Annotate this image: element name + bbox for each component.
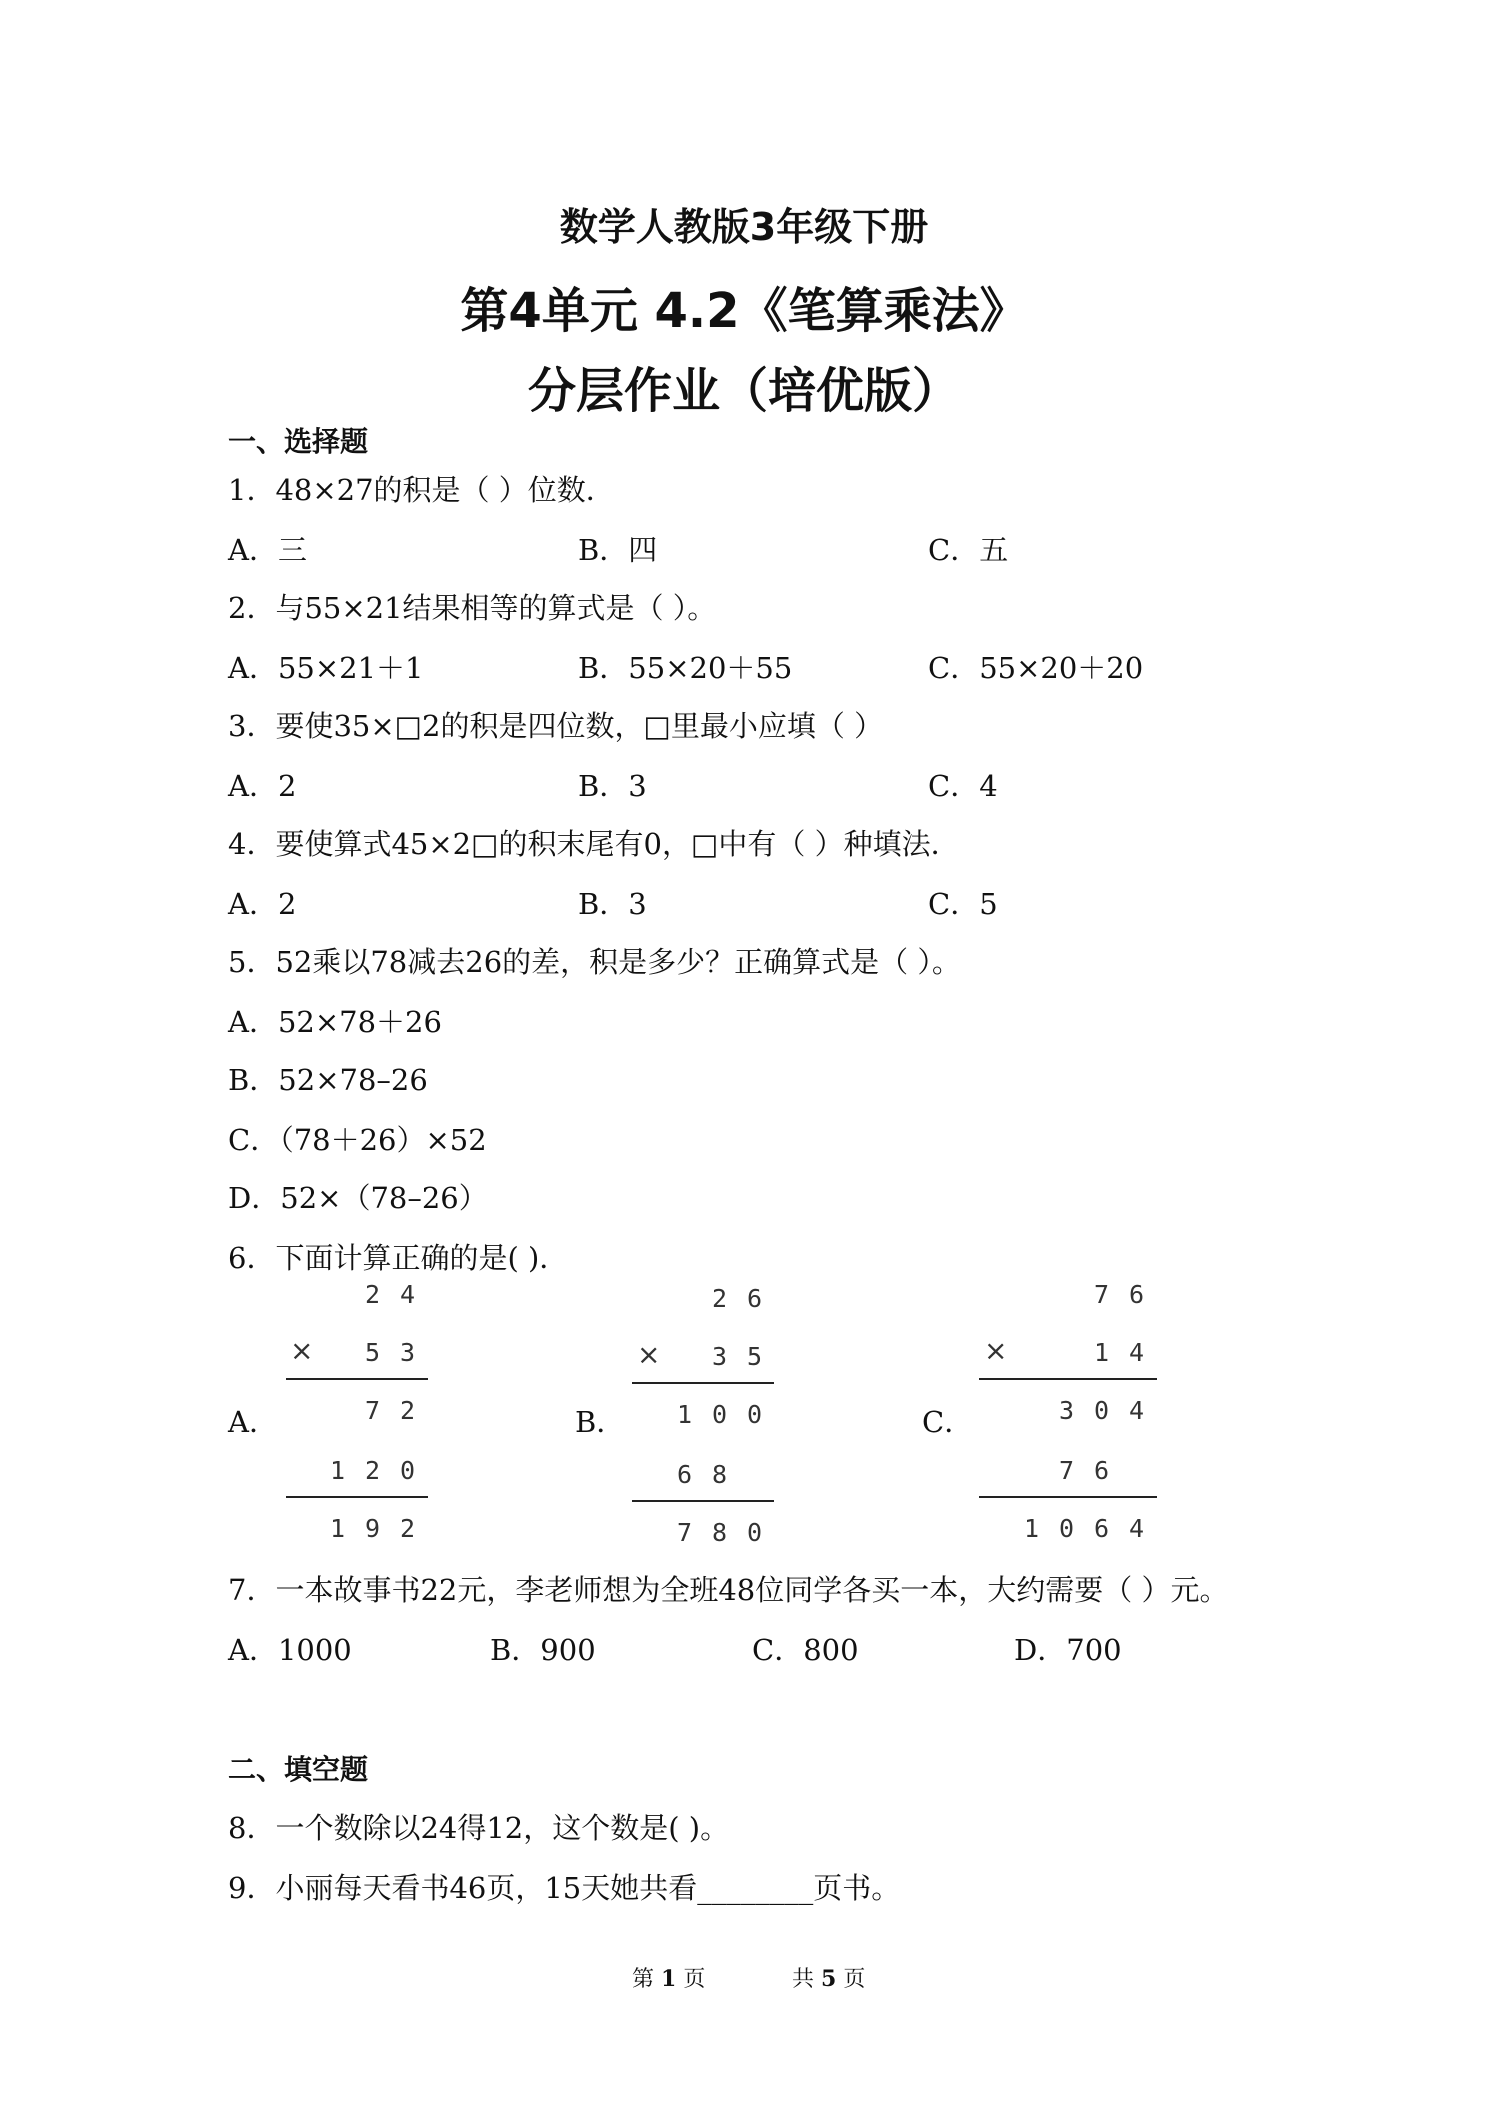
footer-page-num: 1 (661, 1966, 677, 1992)
calc-a-mult-digit: 3 (400, 1338, 416, 1367)
calc-b-times-sign: × (637, 1338, 661, 1371)
q1-option-b[interactable]: B．四 (578, 533, 658, 567)
q5-option-d[interactable]: D．52×（78–26） (228, 1181, 488, 1215)
question-1: 1．48×27的积是（ ）位数． (228, 473, 615, 507)
calc-c-result-digit: 0 (1059, 1514, 1075, 1543)
q2-option-a[interactable]: A．55×21＋1 (228, 651, 424, 685)
calc-c-partial1-digit: 3 (1059, 1396, 1075, 1425)
calc-b-top-digit: 6 (747, 1284, 763, 1313)
title-grade: 数学人教版3年级下册 (559, 205, 929, 249)
q3-option-b[interactable]: B．3 (578, 769, 647, 803)
calc-b-mult-digit: 3 (712, 1342, 728, 1371)
question-3: 3．要使35×□2的积是四位数，□里最小应填（ ） (228, 709, 884, 743)
title-worksheet: 分层作业（培优版） (527, 363, 960, 419)
q4-option-a[interactable]: A．2 (228, 887, 297, 921)
calc-b-partial2-digit: 8 (712, 1460, 728, 1489)
q2-option-b[interactable]: B．55×20＋55 (578, 651, 793, 685)
q4-option-b[interactable]: B．3 (578, 887, 647, 921)
calc-c-result-digit: 1 (1024, 1514, 1040, 1543)
footer-page-suffix: 页 (683, 1967, 706, 1992)
calc-a-top-digit: 4 (400, 1280, 416, 1309)
calc-c-line-1 (979, 1378, 1157, 1380)
calc-b-partial2-digit: 6 (677, 1460, 693, 1489)
q4-option-c[interactable]: C．5 (928, 887, 998, 921)
calc-c-times-sign: × (984, 1334, 1008, 1367)
question-9: 9．小丽每天看书46页，15天她共看________页书。 (228, 1871, 901, 1905)
q3-option-a[interactable]: A．2 (228, 769, 297, 803)
calc-a-partial2-digit: 2 (365, 1456, 381, 1485)
calc-c-result-digit: 4 (1129, 1514, 1145, 1543)
calc-a-partial2-digit: 1 (330, 1456, 346, 1485)
calc-c-mult-digit: 1 (1094, 1338, 1110, 1367)
question-2: 2．与55×21结果相等的算式是（ ）。 (228, 591, 717, 625)
calc-b-partial1-digit: 0 (747, 1400, 763, 1429)
footer-page-total (792, 1962, 865, 1993)
q5-option-c[interactable]: C．（78＋26）×52 (228, 1123, 487, 1157)
footer-total-prefix: 共 (792, 1967, 815, 1992)
section-fill-in-blank: 二、填空题 (228, 1753, 369, 1786)
q1-option-a[interactable]: A．三 (228, 533, 307, 567)
q1-option-c[interactable]: C．五 (928, 533, 1009, 567)
calc-b-result-digit: 8 (712, 1518, 728, 1547)
calc-c-result-digit: 6 (1094, 1514, 1110, 1543)
calc-b-line-2 (632, 1500, 774, 1502)
calc-a-result-digit: 9 (365, 1514, 381, 1543)
footer-total-suffix: 页 (843, 1967, 866, 1992)
calc-b-result-digit: 7 (677, 1518, 693, 1547)
question-8: 8．一个数除以24得12，这个数是( )。 (228, 1811, 730, 1845)
footer-page-number (632, 1962, 705, 1993)
calc-a-partial1-digit: 7 (365, 1396, 381, 1425)
calc-a-result-digit: 1 (330, 1514, 346, 1543)
q2-option-c[interactable]: C．55×20＋20 (928, 651, 1144, 685)
calc-c-line-2 (979, 1496, 1157, 1498)
calc-c-top-digit: 7 (1094, 1280, 1110, 1309)
q7-option-a[interactable]: A．1000 (228, 1633, 352, 1667)
q7-option-c[interactable]: C．800 (752, 1633, 859, 1667)
calc-c-top-digit: 6 (1129, 1280, 1145, 1309)
q6-option-a[interactable]: A． (228, 1405, 278, 1439)
calc-c-mult-digit: 4 (1129, 1338, 1145, 1367)
calc-a-line-1 (286, 1378, 428, 1380)
calc-a-times-sign: × (290, 1334, 314, 1367)
calc-b-partial1-digit: 0 (712, 1400, 728, 1429)
footer-page-prefix: 第 (632, 1967, 655, 1992)
question-5: 5．52乘以78减去26的差，积是多少？正确算式是（ ）。 (228, 945, 961, 979)
q5-option-a[interactable]: A．52×78＋26 (228, 1005, 442, 1039)
question-4: 4．要使算式45×2□的积末尾有0，□中有（ ）种填法． (228, 827, 960, 861)
footer-total-num: 5 (821, 1966, 837, 1992)
calc-b-result-digit: 0 (747, 1518, 763, 1547)
question-7: 7．一本故事书22元，李老师想为全班48位同学各买一本，大约需要（ ）元。 (228, 1573, 1229, 1607)
calc-b-top-digit: 2 (712, 1284, 728, 1313)
title-unit: 第4单元 4.2《笔算乘法》 (460, 283, 1028, 339)
calc-c-partial2-digit: 7 (1059, 1456, 1075, 1485)
calc-a-partial2-digit: 0 (400, 1456, 416, 1485)
q7-option-b[interactable]: B．900 (490, 1633, 596, 1667)
calc-a-partial1-digit: 2 (400, 1396, 416, 1425)
calc-b-partial1-digit: 1 (677, 1400, 693, 1429)
q6-option-b[interactable]: B． (575, 1405, 626, 1439)
calc-b-line-1 (632, 1382, 774, 1384)
calc-c-partial1-digit: 4 (1129, 1396, 1145, 1425)
q6-option-c[interactable]: C． (922, 1405, 974, 1439)
calc-c-partial2-digit: 6 (1094, 1456, 1110, 1485)
q7-option-d[interactable]: D．700 (1014, 1633, 1122, 1667)
question-6: 6．下面计算正确的是( )． (228, 1241, 569, 1275)
calc-a-mult-digit: 5 (365, 1338, 381, 1367)
calc-b-mult-digit: 5 (747, 1342, 763, 1371)
calc-c-partial1-digit: 0 (1094, 1396, 1110, 1425)
calc-a-line-2 (286, 1496, 428, 1498)
calc-a-result-digit: 2 (400, 1514, 416, 1543)
q5-option-b[interactable]: B．52×78–26 (228, 1063, 428, 1097)
section-multiple-choice: 一、选择题 (228, 425, 369, 458)
calc-a-top-digit: 2 (365, 1280, 381, 1309)
q3-option-c[interactable]: C．4 (928, 769, 998, 803)
